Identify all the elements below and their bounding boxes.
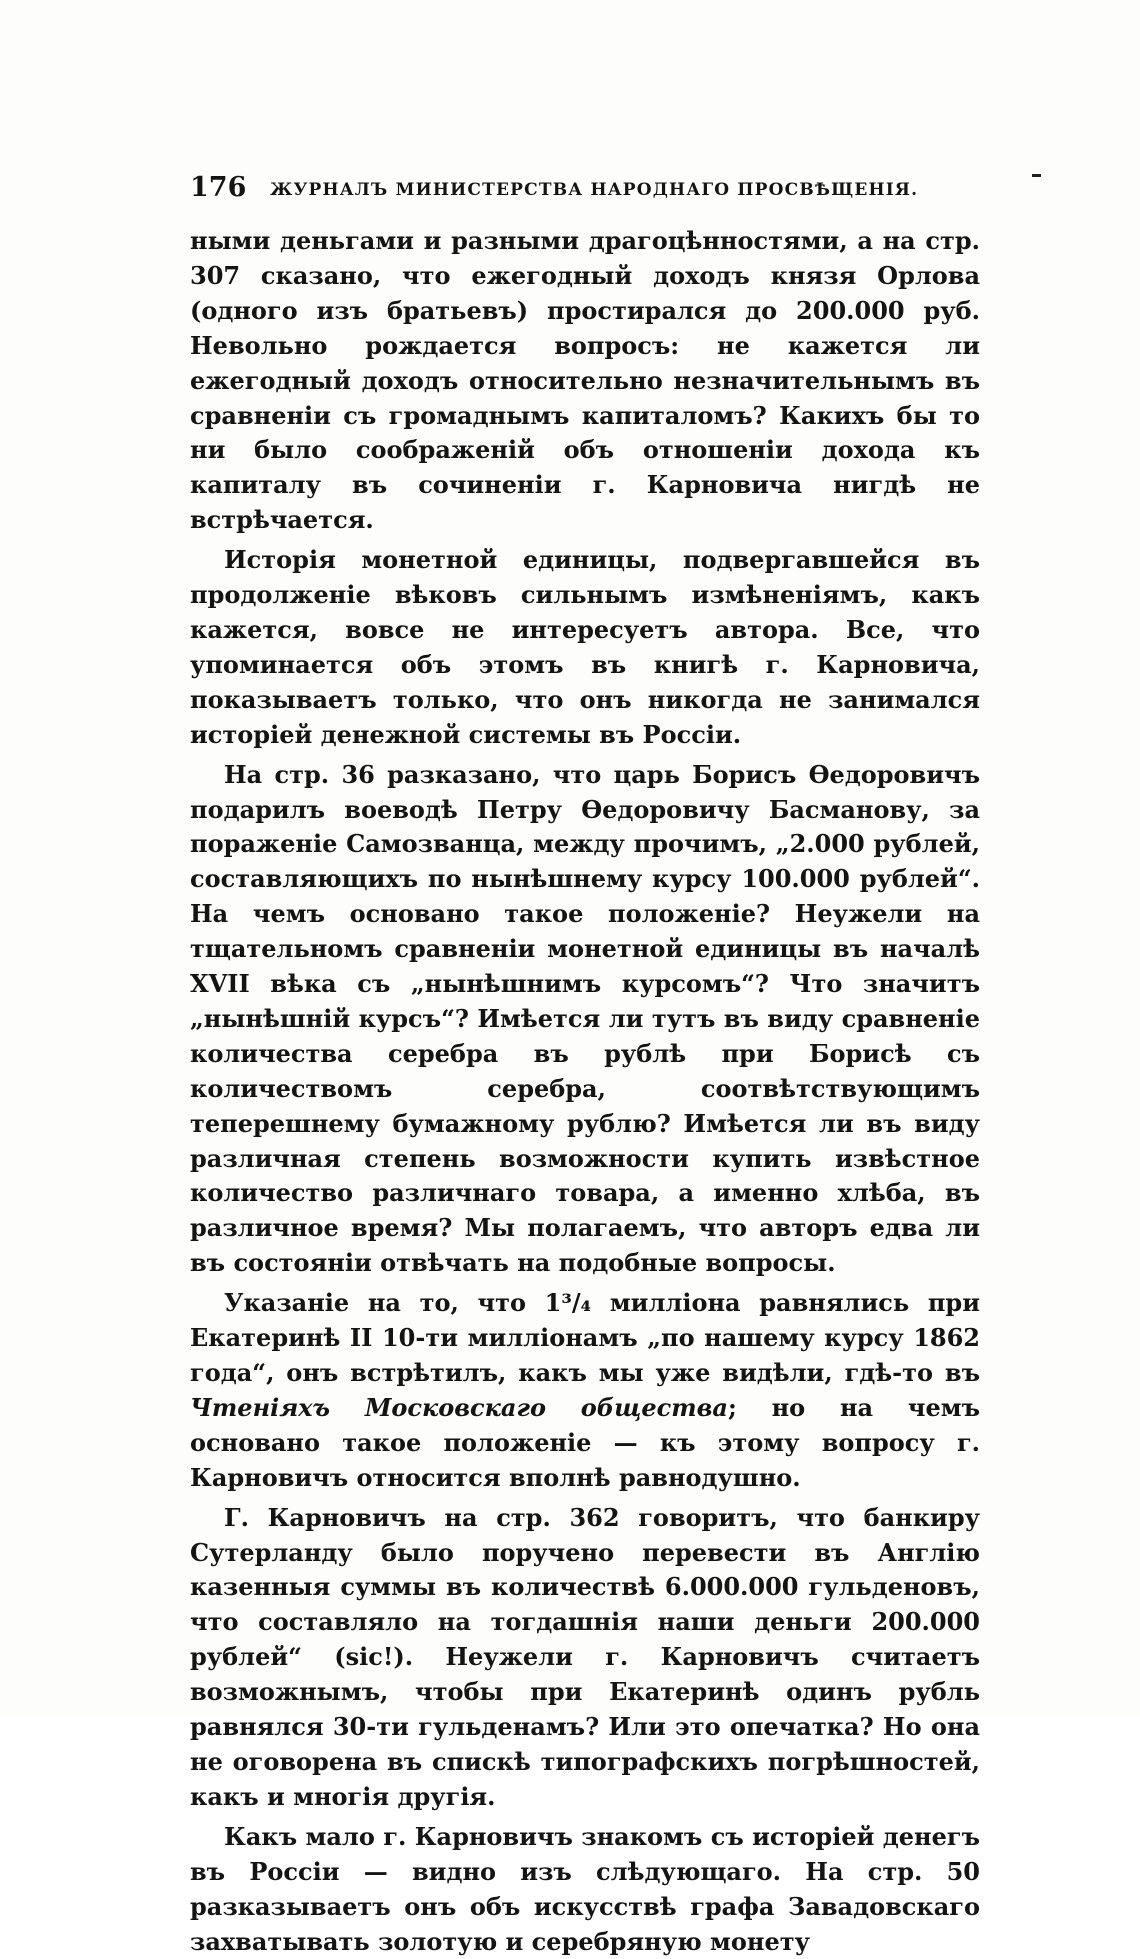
page-header [190, 172, 980, 212]
paragraph [190, 224, 980, 538]
running-title: ЖУРНАЛЪ МИНИСТЕРСТВА НАРОДНАГО ПРОСВѢЩЕНІЯ. [270, 180, 919, 200]
paragraph-text: Г. Карновичъ на стр. 362 говоритъ, что банкиру Сутерланду было поручено перевести въ Англію казенныя суммы въ количествѣ 6.000.000 гульденовъ, что составляло на тогдашнія наши деньги 200.000 рублей“ (sic!). Неужели г. Карновичъ считаетъ возможнымъ, чтобы при Екатеринѣ одинъ рубль равнялся 30-ти гульденамъ? Или это опечатка? Но она не оговорена въ спискѣ типографскихъ погрѣшностей, какъ и многія другія. [190, 1502, 980, 1811]
paragraph-text: Исторія монетной единицы, подвергавшейся въ продолженіе вѣковъ сильнымъ измѣненіямъ, какъ кажется, вовсе не интересуетъ автора. Все, что упоминается объ этомъ въ книгѣ г. Карновича, показываетъ только, что онъ никогда не занимался исторіей денежной системы въ Россіи. [190, 545, 980, 749]
paragraph [190, 1820, 980, 1959]
paragraph-text: На стр. 36 разказано, что царь Борисъ Ѳедоровичъ подарилъ воеводѣ Петру Ѳедоровичу Басманову, за пораженіе Самозванца, между прочимъ, „2.000 рублей, составляющихъ по нынѣшнему курсу 100.000 рублей“. На чемъ основано такое положеніе? Неужели на тщательномъ сравненіи монетной единицы въ началѣ XVII вѣка съ „нынѣшнимъ курсомъ“? Что значитъ „нынѣшній курсъ“? Имѣется ли тутъ въ виду сравненіе количества серебра въ рублѣ при Борисѣ съ количествомъ серебра, соотвѣтствующимъ теперешнему бумажному рублю? Имѣется ли въ виду различная степень возможности купить извѣстное количество различнаго товара, а именно хлѣба, въ различное время? Мы полагаемъ, что авторъ едва ли въ состояніи отвѣчать на подобные вопросы. [190, 759, 980, 1278]
page-number: 176 [190, 172, 247, 203]
italic-title: Чтеніяхъ Московскаго общества [190, 1392, 728, 1422]
paragraph-text: ; но на чемъ основано такое положеніе — къ этому вопросу г. Карновичъ относится вполнѣ равнодушно. [190, 1392, 980, 1492]
paragraph-text: ными деньгами и разными драгоцѣнностями, а на стр. 307 сказано, что ежегодный доходъ князя Орлова (одного изъ братьевъ) простирался до 200.000 руб. Невольно рождается вопросъ: не кажется ли ежегодный доходъ относительно незначительнымъ въ сравненіи съ громаднымъ капиталомъ? Какихъ бы то ни было соображеній объ отношеніи дохода къ капиталу въ сочиненіи г. Карновича нигдѣ не встрѣчается. [190, 226, 980, 535]
paragraph-text: Указаніе на то, что 1³/₄ милліона равнялись при Екатеринѣ II 10-ти милліонамъ „по нашему курсу 1862 года“, онъ встрѣтилъ, какъ мы уже видѣли, гдѣ-то въ [190, 1288, 980, 1387]
paragraph [190, 758, 980, 1282]
paragraph [190, 1501, 980, 1815]
paragraph-text: Какъ мало г. Карновичъ знакомъ съ исторіей денегъ въ Россіи — видно изъ слѣдующаго. На стр. 50 разказываетъ онъ объ искусствѣ графа Завадовскаго захватывать золотую и серебряную монету [190, 1821, 980, 1956]
paragraph [190, 1286, 980, 1495]
paragraph [190, 543, 980, 752]
page-body [190, 224, 980, 1959]
print-mark [1032, 174, 1041, 177]
